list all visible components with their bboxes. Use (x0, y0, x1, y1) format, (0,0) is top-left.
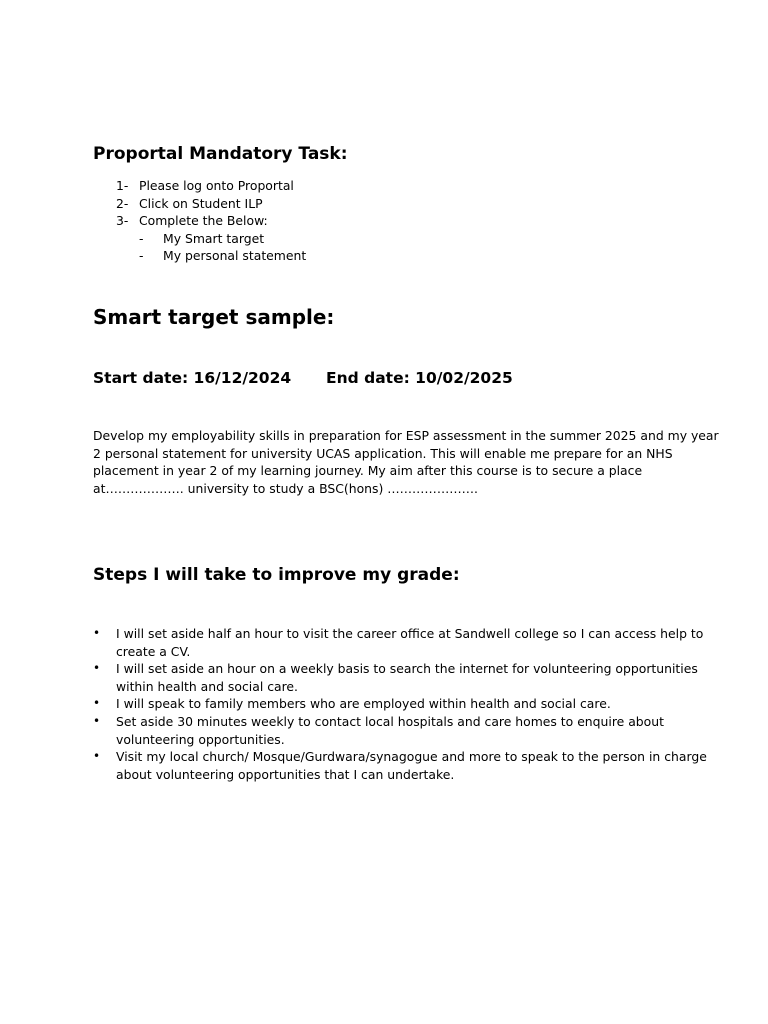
start-date: Start date: 16/12/2024 (93, 369, 292, 387)
list-item-line: Visit my local church/ Mosque/Gurdwara/synagogue and more to speak to the person in charge (116, 749, 707, 765)
list-item (93, 748, 707, 783)
task-step-text: Please log onto Proportal (139, 178, 294, 193)
list-item (93, 695, 683, 713)
list-item-line: I will set aside an hour on a weekly basis to search the internet for volunteering opportunities (116, 661, 698, 677)
improve-steps-heading: Steps I will take to improve my grade: (93, 565, 460, 585)
list-item (93, 625, 704, 660)
paragraph-line: Develop my employability skills in preparation for ESP assessment in the summer 2025 and my year (93, 428, 719, 443)
smart-target-paragraph (93, 427, 719, 497)
improve-steps-list (93, 625, 707, 783)
paragraph-line: placement in year 2 of my learning journey. My aim after this course is to secure a place (93, 463, 643, 479)
list-item-line: create a CV. (116, 643, 191, 659)
bullet-icon: • (93, 661, 101, 676)
dash-marker: - (139, 248, 144, 264)
list-item-line: about volunteering opportunities that I can undertake. (116, 766, 455, 782)
task-step-number: 3- (116, 213, 129, 229)
list-item-line: I will speak to family members who are employed within health and social care. (116, 696, 611, 712)
bullet-icon: • (93, 713, 101, 728)
end-date: End date: 10/02/2025 (326, 369, 513, 387)
task-heading: Proportal Mandatory Task: (93, 144, 348, 164)
list-item-line: within health and social care. (116, 678, 298, 694)
list-item-line: volunteering opportunities. (116, 731, 285, 747)
paragraph-line: 2 personal statement for university UCAS application. This will enable me prepare for an NHS (93, 445, 673, 461)
task-sub-item-text: My Smart target (163, 230, 265, 246)
list-item (93, 660, 698, 695)
task-step-text: Complete the Below: (139, 213, 268, 229)
paragraph-line: at………………. university to study a BSC(hons) …………………. (93, 480, 478, 496)
list-item-line: Set aside 30 minutes weekly to contact local hospitals and care homes to enquire about (116, 713, 664, 729)
task-step-text: Click on Student ILP (139, 195, 263, 211)
bullet-icon: • (93, 696, 101, 711)
task-step-number: 1- (116, 178, 129, 193)
list-item-line: I will set aside half an hour to visit the career office at Sandwell college so I can access help to (116, 626, 704, 641)
dash-marker: - (139, 230, 144, 246)
list-item (93, 713, 683, 748)
task-sub-item-text: My personal statement (163, 248, 307, 264)
bullet-icon: • (93, 626, 101, 640)
bullet-icon: • (93, 749, 101, 764)
task-step-number: 2- (116, 195, 129, 211)
smart-target-heading: Smart target sample: (93, 305, 335, 329)
